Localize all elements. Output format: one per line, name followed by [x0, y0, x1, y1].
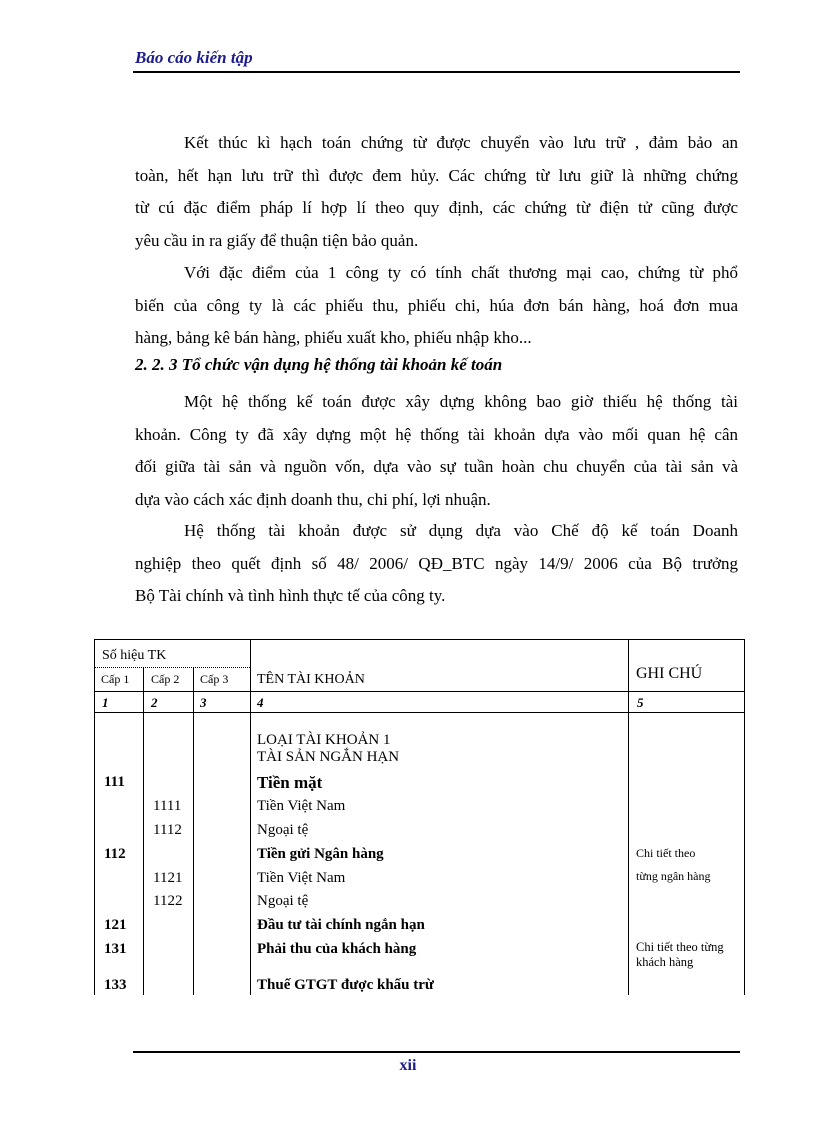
col-number: 5 — [637, 695, 644, 710]
row-name: Phải thu của khách hàng — [257, 941, 417, 957]
table-header-divider — [94, 712, 745, 713]
table-col-divider — [628, 639, 629, 995]
footer-rule — [133, 1051, 740, 1053]
row-cap2: 1111 — [153, 798, 182, 814]
paragraph-line: Hệ thống tài khoản được sử dụng dựa vào Chế độ kế toán Doanh — [184, 521, 738, 540]
header-cap-3: Cấp 3 — [200, 672, 229, 686]
col-number: 2 — [151, 695, 158, 710]
paragraph-line: Một hệ thống kế toán được xây dựng không bao giờ thiếu hệ thống tài — [184, 392, 738, 411]
row-cap1: 131 — [104, 941, 127, 957]
row-cap1: 111 — [104, 774, 125, 790]
paragraph-line: khoản. Công ty đã xây dựng một hệ thống tài khoản dựa vào mối quan hệ cân — [135, 424, 738, 444]
table-border-left — [94, 639, 95, 995]
row-cap1: 112 — [104, 846, 126, 862]
group-subtitle: TÀI SẢN NGẮN HẠN — [257, 749, 400, 765]
paragraph-line: Kết thúc kì hạch toán chứng từ được chuyển vào lưu trữ , đảm bảo an — [184, 133, 738, 152]
section-heading: 2. 2. 3 Tổ chức vận dụng hệ thống tài khoản kế toán — [135, 355, 503, 374]
paragraph-line: toàn, hết hạn lưu trữ thì được đem hủy. Các chứng từ lưu giữ là những chứng — [135, 165, 738, 185]
row-name: Tiền gửi Ngân hàng — [257, 846, 384, 862]
paragraph-line: hàng, bảng kê bán hàng, phiếu xuất kho, phiếu nhập kho... — [135, 328, 532, 347]
table-header-divider — [94, 691, 745, 692]
row-note: Chi tiết theo — [636, 846, 696, 860]
row-note: từng ngân hàng — [636, 869, 711, 883]
header-title: Báo cáo kiến tập — [135, 48, 253, 67]
header-ghi-chu: GHI CHÚ — [636, 665, 703, 682]
table-col-divider — [193, 667, 194, 995]
col-number: 1 — [102, 695, 109, 710]
row-name: Tiền mặt — [257, 773, 323, 792]
paragraph-3 — [135, 386, 738, 516]
paragraph-2 — [135, 257, 738, 355]
table-border-right — [744, 639, 745, 995]
row-name: Tiền Việt Nam — [257, 870, 346, 886]
paragraph-line: dựa vào cách xác định doanh thu, chi phí, lợi nhuận. — [135, 489, 491, 509]
table-col-divider — [250, 639, 251, 995]
table-border-top — [94, 639, 745, 640]
row-cap1: 133 — [104, 977, 127, 993]
row-name: Tiền Việt Nam — [257, 798, 346, 814]
account-table — [94, 639, 745, 995]
paragraph-4 — [135, 515, 738, 613]
col-number: 4 — [257, 695, 264, 710]
row-name: Ngoại tệ — [257, 822, 309, 838]
paragraph-line: yêu cầu in ra giấy để thuận tiện bảo quản. — [135, 230, 419, 250]
paragraph-line: nghiệp theo quết định số 48/ 2006/ QĐ_BTC ngày 14/9/ 2006 của Bộ trưởng — [135, 553, 738, 573]
paragraph-1 — [135, 127, 738, 257]
paragraph-line: từ cú đặc điểm pháp lí hợp lí theo quy định, các chứng từ điện tử cũng được — [135, 198, 738, 217]
group-title: LOẠI TÀI KHOẢN 1 — [257, 732, 391, 748]
paragraph-line: Bộ Tài chính và tình hình thực tế của công ty. — [135, 586, 446, 605]
header-ten-tai-khoan: TÊN TÀI KHOẢN — [257, 672, 365, 687]
row-cap1: 121 — [104, 917, 127, 933]
header-cap-1: Cấp 1 — [101, 672, 130, 686]
col-number: 3 — [200, 695, 207, 710]
row-name: Thuế GTGT được khấu trừ — [257, 977, 434, 993]
row-cap2: 1122 — [153, 893, 183, 909]
header-so-hieu-tk: Số hiệu TK — [102, 648, 167, 663]
row-cap2: 1112 — [153, 822, 182, 838]
table-header-divider — [94, 667, 250, 668]
paragraph-line: Với đặc điểm của 1 công ty có tính chất thương mại cao, chứng từ phổ — [184, 263, 738, 282]
header-rule — [133, 71, 740, 73]
paragraph-line: biến của công ty là các phiếu thu, phiếu chi, húa đơn bán hàng, hoá đơn mua — [135, 295, 738, 315]
row-name: Ngoại tệ — [257, 893, 309, 909]
paragraph-line: đối giữa tài sản và nguồn vốn, dựa vào sự tuần hoàn chu chuyển của tài sản và — [135, 457, 738, 476]
row-cap2: 1121 — [153, 870, 183, 886]
page-number: xii — [399, 1057, 417, 1074]
row-note: Chi tiết theo từng khách hàng — [636, 940, 724, 969]
header-cap-2: Cấp 2 — [151, 672, 180, 686]
row-name: Đầu tư tài chính ngắn hạn — [257, 917, 425, 933]
table-col-divider — [143, 667, 144, 995]
